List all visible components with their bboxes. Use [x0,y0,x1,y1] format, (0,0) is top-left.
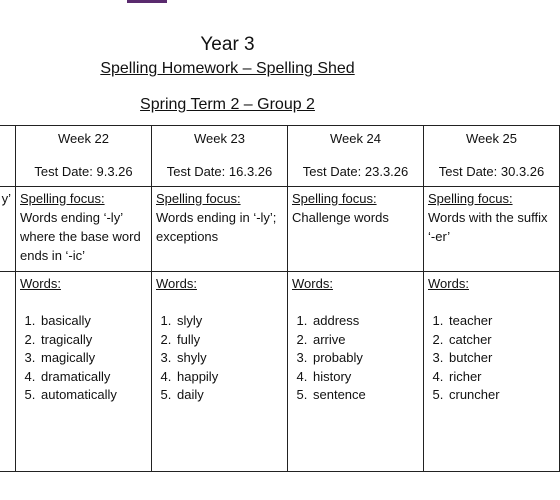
words-label: Words: [20,276,61,291]
spelling-focus-row [0,187,560,272]
week-label: Week 25 [465,131,518,146]
focus-fragment: y’ [1,191,11,206]
test-date: Test Date: 30.3.26 [438,164,545,179]
test-date: Test Date: 9.3.26 [34,164,133,179]
word-list [20,312,147,405]
words-label: Words: [428,276,469,291]
term-group-heading: Spring Term 2 – Group 2 [140,96,315,113]
focus-label: Spelling focus: [20,191,105,206]
list-item: 3. magically [39,349,147,368]
header-cell-week-24 [288,126,424,187]
week-label: Week 23 [193,131,246,146]
test-date: Test Date: 23.3.26 [302,164,409,179]
list-item: 1. slyly [175,312,283,331]
words-label: Words: [292,276,333,291]
word-list [292,312,419,405]
list-item: 3. probably [311,349,419,368]
list-item: 5. automatically [39,386,147,405]
accent-bar [127,0,167,3]
spelling-schedule-table [0,125,560,472]
list-item: 1. address [311,312,419,331]
header-cell-partial [0,126,16,187]
focus-cell-week-22 [16,187,152,272]
header-cell-week-22 [16,126,152,187]
words-cell-week-23 [152,272,288,472]
test-date: Test Date: 16.3.26 [166,164,273,179]
list-item: 3. butcher [447,349,555,368]
list-item: 3. shyly [175,349,283,368]
list-item: 4. history [311,368,419,387]
list-item: 4. richer [447,368,555,387]
list-item: 4. dramatically [39,368,147,387]
week-label: Week 22 [57,131,110,146]
table-header-row [0,126,560,187]
word-list [156,312,283,405]
words-cell-week-25 [424,272,560,472]
words-cell-week-24 [288,272,424,472]
focus-cell-week-25 [424,187,560,272]
focus-text: Words ending ‘-ly’ where the base word ends in ‘-ic’ [20,210,141,263]
focus-text: Challenge words [292,210,389,225]
focus-cell-partial [0,187,16,272]
focus-cell-week-23 [152,187,288,272]
header-cell-week-25 [424,126,560,187]
words-cell-week-22 [16,272,152,472]
list-item: 1. basically [39,312,147,331]
list-item: 5. cruncher [447,386,555,405]
focus-text: Words with the suffix ‘-er’ [428,210,548,244]
list-item: 5. sentence [311,386,419,405]
focus-cell-week-24 [288,187,424,272]
list-item: 1. teacher [447,312,555,331]
list-item: 4. happily [175,368,283,387]
words-row [0,272,560,472]
focus-label: Spelling focus: [428,191,513,206]
focus-label: Spelling focus: [156,191,241,206]
words-label: Words: [156,276,197,291]
words-cell-partial [0,272,16,472]
list-item: 2. arrive [311,331,419,350]
header-cell-week-23 [152,126,288,187]
focus-label: Spelling focus: [292,191,377,206]
list-item: 2. catcher [447,331,555,350]
focus-text: Words ending in ‘-ly’; exceptions [156,210,277,244]
list-item: 2. fully [175,331,283,350]
page-title: Year 3 [200,34,255,55]
page-subtitle: Spelling Homework – Spelling Shed [100,60,355,77]
list-item: 5. daily [175,386,283,405]
word-list [428,312,555,405]
list-item: 2. tragically [39,331,147,350]
week-label: Week 24 [329,131,382,146]
